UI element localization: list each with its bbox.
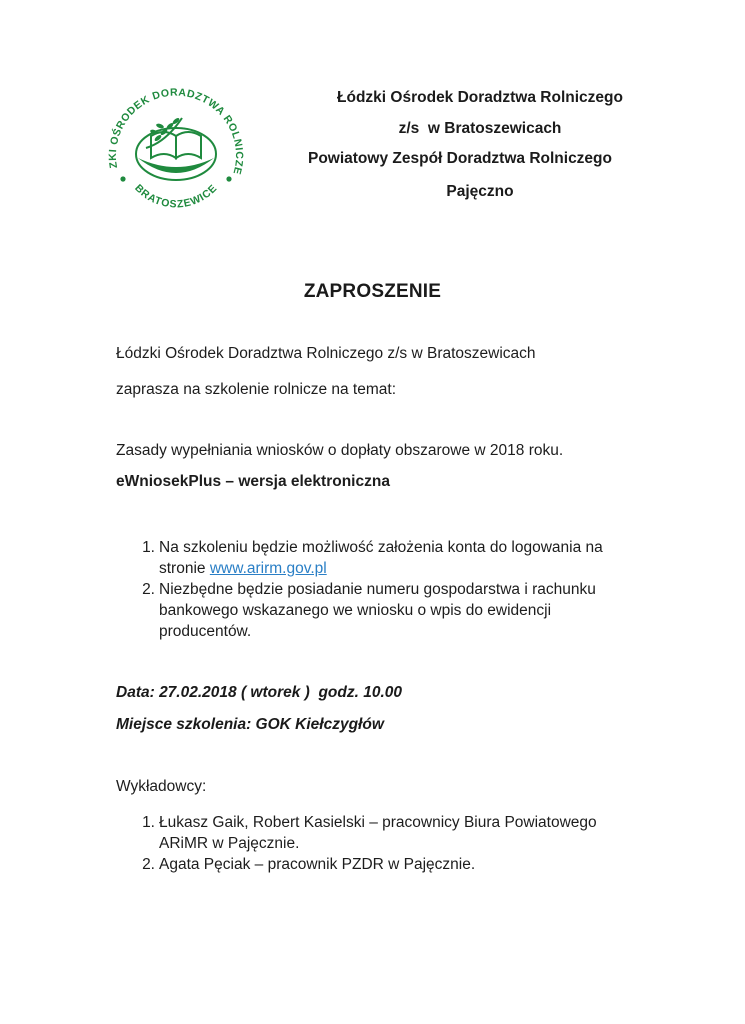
event-place: Miejsce szkolenia: GOK Kiełczygłów (116, 716, 384, 733)
list-text: producentów. (159, 623, 252, 640)
header-line-1: Łódzki Ośrodek Doradztwa Rolniczego (337, 89, 623, 106)
topic-line-2: eWniosekPlus – wersja elektroniczna (116, 473, 390, 490)
intro-line-2: zaprasza na szkolenie rolnicze na temat: (116, 381, 397, 398)
svg-text:BRATOSZEWICE (132, 182, 220, 210)
notes-list (135, 537, 695, 647)
event-date: Data: 27.02.2018 ( wtorek ) godz. 10.00 (116, 684, 403, 701)
intro-line-1: Łódzki Ośrodek Doradztwa Rolniczego z/s w Bratoszewicach (116, 345, 536, 362)
list-text: stronie (159, 560, 210, 577)
logo (96, 76, 256, 226)
header-line-4: Pajęczno (446, 183, 514, 200)
list-number: 1. (142, 814, 155, 831)
list-text: Niezbędne będzie posiadanie numeru gospodarstwa i rachunku (159, 581, 596, 598)
page-title: ZAPROSZENIE (303, 281, 442, 302)
list-text: Agata Pęciak – pracownik PZDR w Pajęcznie. (159, 856, 476, 873)
lecturers-list (135, 812, 695, 882)
list-text: bankowego wskazanego we wniosku o wpis do ewidencji (159, 602, 552, 619)
lecturers-label: Wykładowcy: (116, 778, 207, 795)
topic-line-1: Zasady wypełniania wniosków o dopłaty obszarowe w 2018 roku. (116, 442, 564, 459)
list-text: Na szkoleniu będzie możliwość założenia konta do logowania na (159, 539, 603, 556)
list-number: 1. (142, 539, 155, 556)
header-line-3: Powiatowy Zespół Doradztwa Rolniczego (307, 150, 612, 167)
list-number: 2. (142, 856, 155, 873)
list-number: 2. (142, 581, 155, 598)
book-wheat-icon (96, 76, 256, 226)
list-text: ARiMR w Pajęcznie. (159, 835, 300, 852)
logo-ring-text: ZKI OŚRODEK DORADZTWA ROLNICZE (106, 86, 246, 177)
logo-bottom-text: BRATOSZEWICE (132, 182, 220, 211)
header-line-2: z/s w Bratoszewicach (398, 120, 562, 137)
arimr-link[interactable]: www.arirm.gov.pl (209, 560, 327, 577)
list-text: Łukasz Gaik, Robert Kasielski – pracownicy Biura Powiatowego (159, 814, 597, 831)
